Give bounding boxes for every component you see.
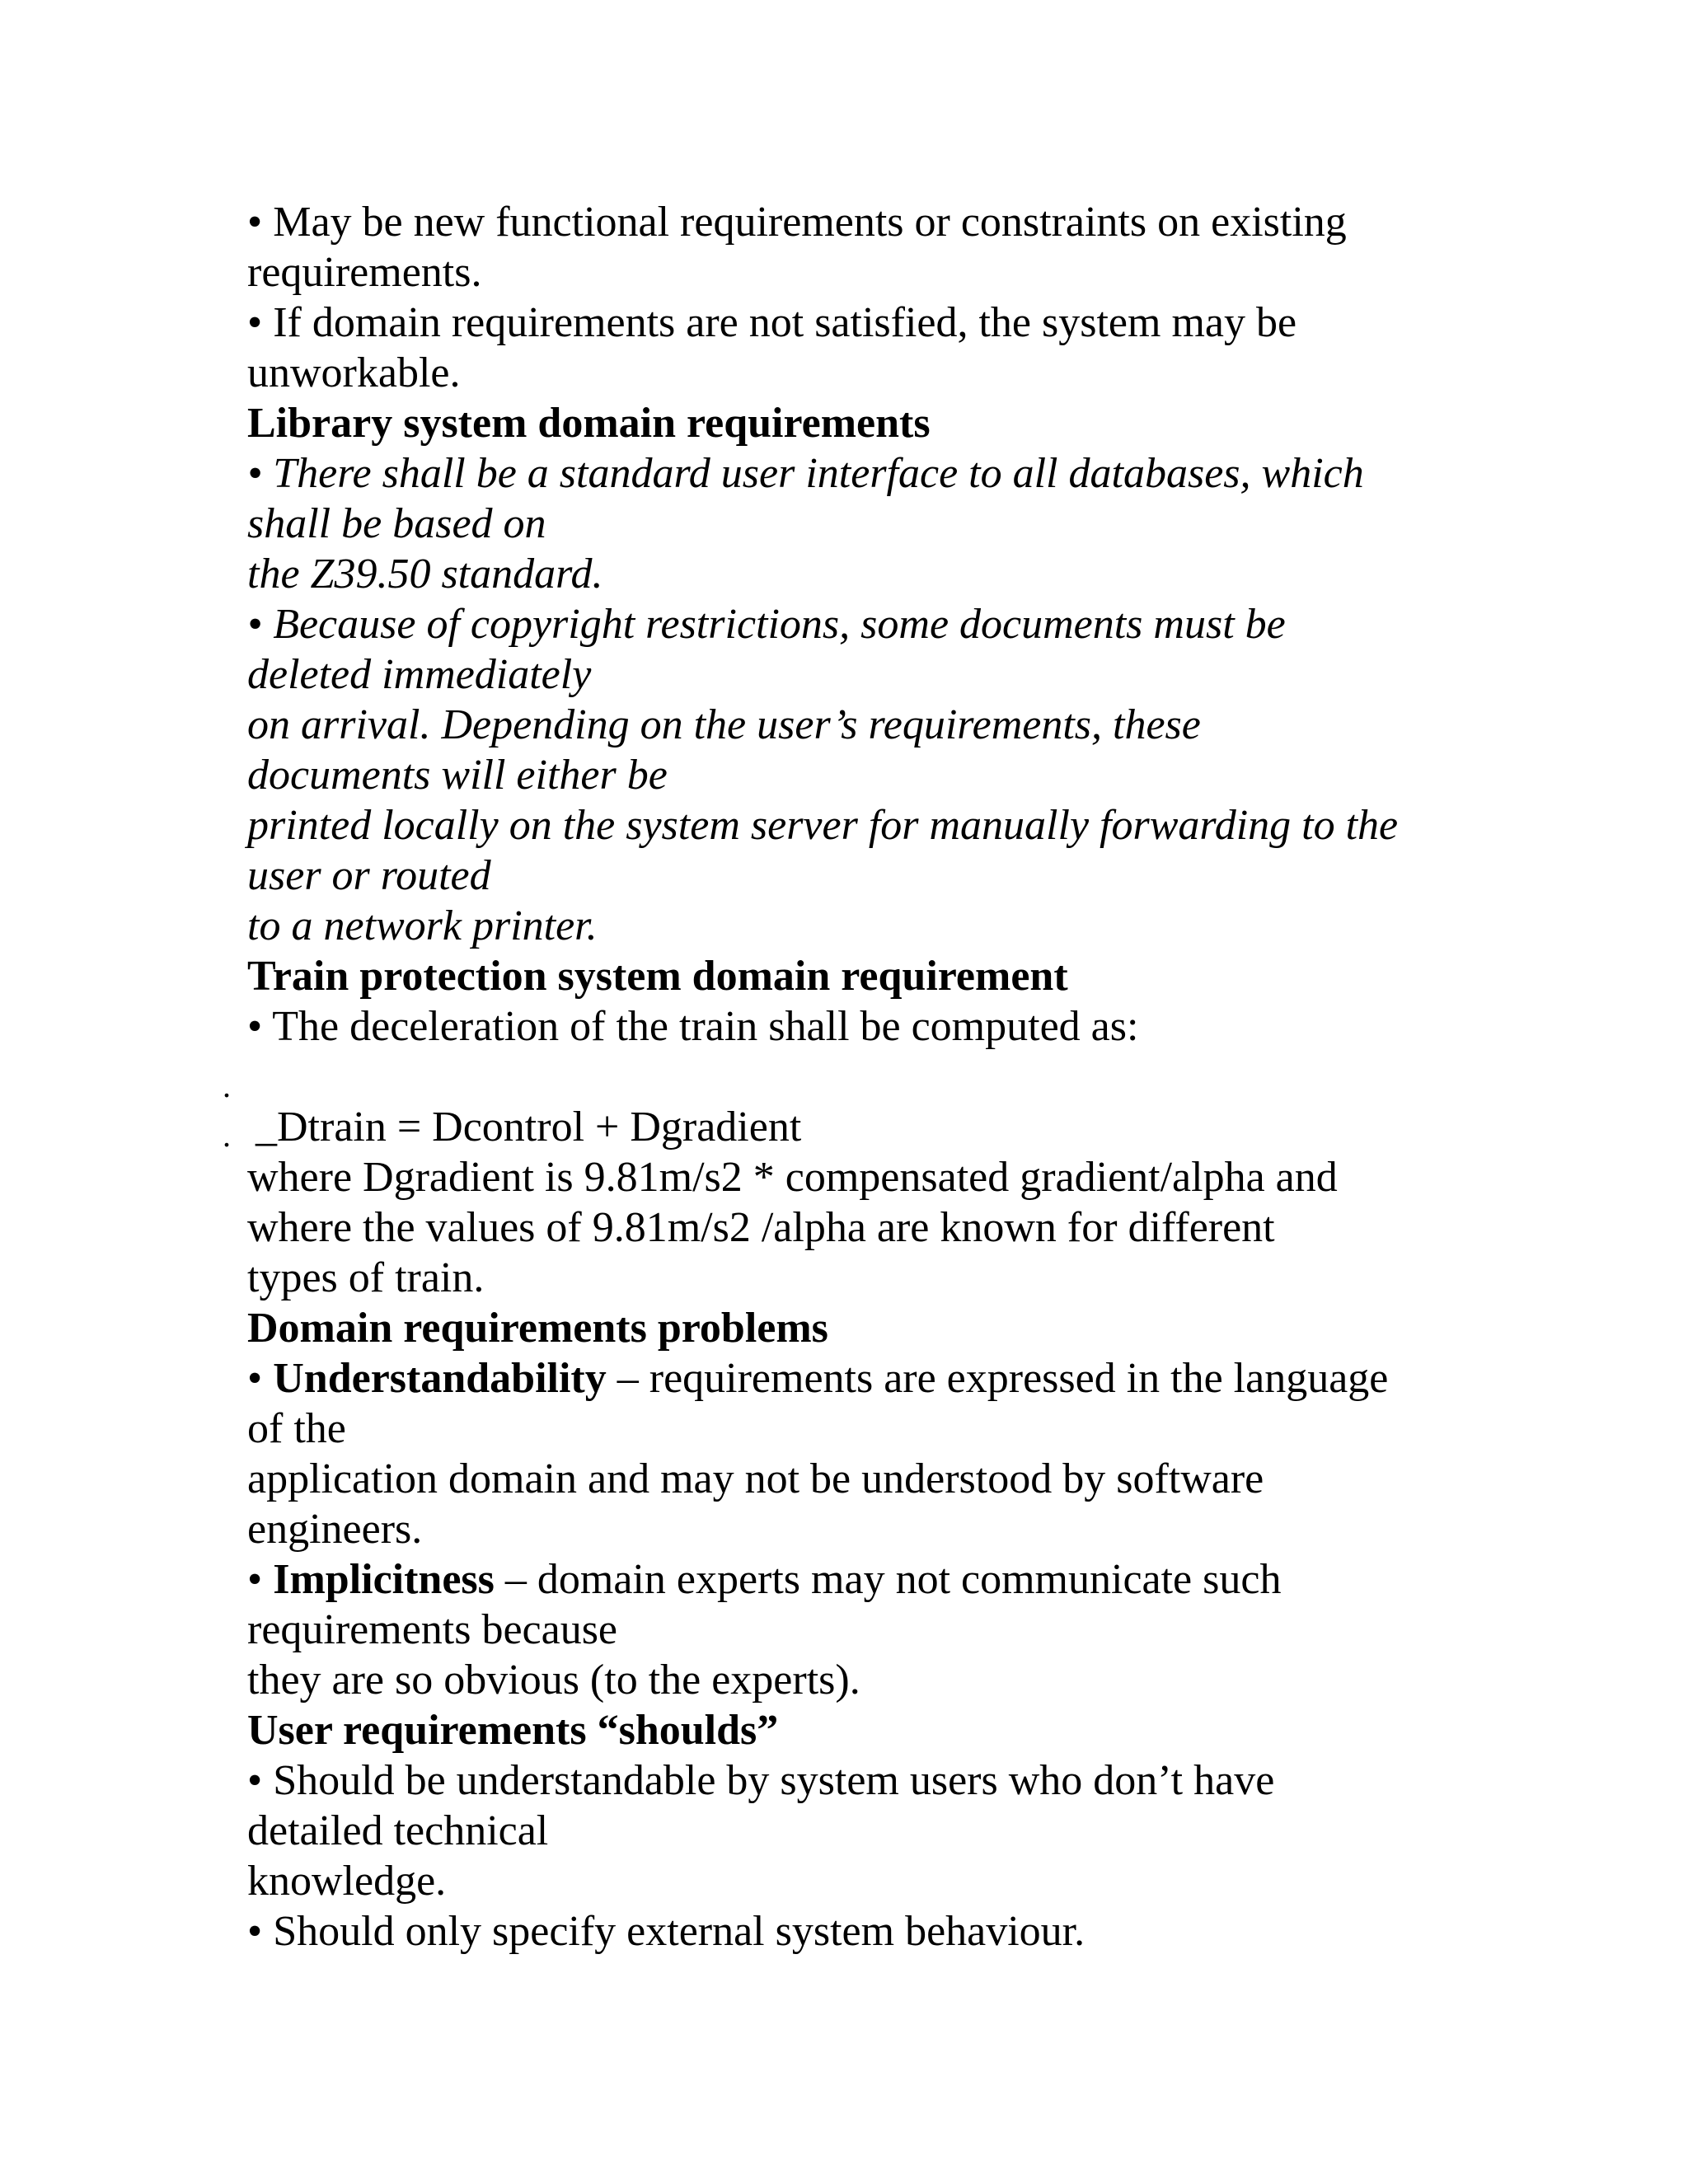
- text-line: [247, 1555, 1281, 1605]
- text-line: on arrival. Depending on the user’s requirements, these: [247, 701, 1201, 748]
- text-line: • There shall be a standard user interface to all databases, which: [247, 450, 1364, 497]
- term-understandability: Understandability: [273, 1355, 607, 1402]
- text-line: • May be new functional requirements or constraints on existing: [247, 199, 1347, 246]
- formula-line: _Dtrain = Dcontrol + Dgradient: [256, 1104, 802, 1151]
- section-heading: Train protection system domain requirement: [247, 953, 1068, 1000]
- text-line: knowledge.: [247, 1858, 447, 1905]
- text-line: application domain and may not be understood by software: [247, 1455, 1264, 1502]
- text-line: types of train.: [247, 1254, 485, 1301]
- text-line: the Z39.50 standard.: [247, 551, 603, 598]
- text-line: documents will either be: [247, 752, 668, 799]
- text-line: where Dgradient is 9.81m/s2 * compensated gradient/alpha and: [247, 1154, 1338, 1201]
- text-line: requirements.: [247, 249, 482, 296]
- text-line: • Should only specify external system behaviour.: [247, 1908, 1085, 1955]
- text-line: deleted immediately: [247, 651, 592, 698]
- margin-dot: .: [223, 1067, 231, 1104]
- text-line: [247, 1354, 1388, 1404]
- text-line: • The deceleration of the train shall be computed as:: [247, 1003, 1139, 1050]
- text-line: • Because of copyright restrictions, some documents must be: [247, 601, 1286, 648]
- text-line: printed locally on the system server for manually forwarding to the: [247, 802, 1399, 849]
- term-implicitness: Implicitness: [273, 1556, 495, 1603]
- text-line: • Should be understandable by system users who don’t have: [247, 1757, 1275, 1804]
- text-line: detailed technical: [247, 1807, 549, 1854]
- text-line: unworkable.: [247, 349, 461, 396]
- text-line: of the: [247, 1405, 346, 1452]
- text-line: • If domain requirements are not satisfied, the system may be: [247, 299, 1297, 346]
- text-line: they are so obvious (to the experts).: [247, 1657, 860, 1704]
- term-description: – requirements are expressed in the language: [606, 1355, 1389, 1402]
- margin-dot: .: [223, 1117, 231, 1154]
- section-heading: User requirements “shoulds”: [247, 1707, 779, 1754]
- term-description: – domain experts may not communicate such: [494, 1556, 1282, 1603]
- bullet: •: [247, 1355, 263, 1402]
- text-line: engineers.: [247, 1506, 423, 1553]
- section-heading: Library system domain requirements: [247, 400, 931, 447]
- text-line: to a network printer.: [247, 902, 598, 949]
- text-line: requirements because: [247, 1606, 618, 1653]
- text-line: shall be based on: [247, 500, 546, 547]
- bullet: •: [247, 1556, 263, 1603]
- text-line: where the values of 9.81m/s2 /alpha are known for different: [247, 1204, 1275, 1251]
- text-line: user or routed: [247, 852, 491, 899]
- section-heading: Domain requirements problems: [247, 1305, 828, 1352]
